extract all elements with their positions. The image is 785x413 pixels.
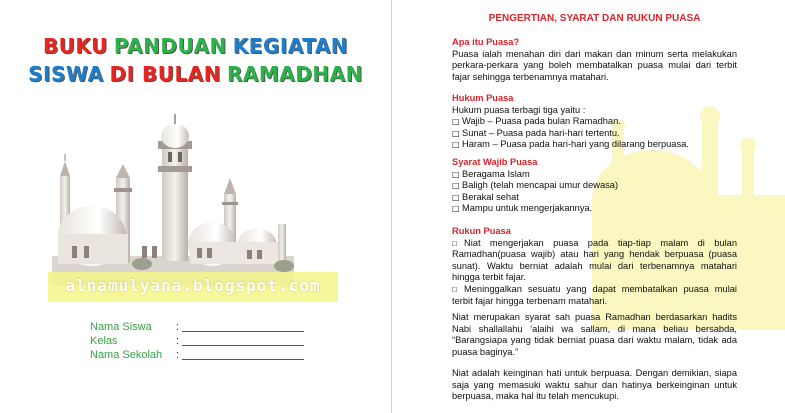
list-item [452, 203, 737, 215]
title-word-ramadhan: RAMADHAN [227, 62, 363, 86]
list-item-text: Meninggalkan sesuatu yang dapat membatalkan puasa mulai terbit fajar hingga terbenam matahari. [452, 283, 737, 306]
section-heading: Rukun Puasa [452, 226, 511, 236]
field-colon: : [176, 335, 180, 347]
content-title: PENGERTIAN, SYARAT DAN RUKUN PUASA [488, 13, 701, 24]
list-item [452, 169, 737, 181]
content-page [392, 0, 785, 413]
watermark-banner [48, 272, 338, 302]
list-item-text: Beragama Islam [462, 168, 530, 179]
bullet-icon: □ [452, 192, 460, 202]
field-blank-line [182, 359, 304, 360]
bullet-icon: □ [452, 181, 460, 191]
list-item [452, 116, 737, 128]
field-label: Nama Sekolah [90, 349, 163, 361]
bullet-icon: □ [452, 284, 457, 294]
title-word-di-bulan: DI BULAN [109, 62, 221, 86]
bullet-icon: □ [452, 238, 457, 248]
watermark-text: alnamulyana.blogspot.com [65, 276, 321, 295]
list-item-text: Niat mengerjakan puasa pada tiap-tiap malam di bulan Ramadhan(puasa wajib) atau hari yang hendak berpuasa (puasa sunat). Waktu berniat adalah mulai dari terbenamnya matahari hingga terbit fajar. [452, 237, 737, 283]
section-heading: Syarat Wajib Puasa [452, 157, 538, 167]
list-item-text: Berakal sehat [462, 191, 519, 202]
section-hukum-puasa [452, 93, 737, 151]
title-word-buku: BUKU [42, 34, 108, 58]
field-colon: : [176, 349, 180, 361]
list-item [452, 284, 737, 307]
list-item [452, 192, 737, 204]
list-item-text: Sunat – Puasa pada hari-hari tertentu. [462, 127, 620, 138]
section-heading: Hukum Puasa [452, 93, 514, 103]
list-item [452, 238, 737, 284]
paragraph-niat-syarat: Niat merupakan syarat sah puasa Ramadhan berdasarkan hadits Nabi shallallahu ‘alaihi wa sallam, di mana beliau bersabda, “Barangsiapa yang tidak berniat puasa dari waktu malam, tidak ada puasa baginya.” [452, 312, 737, 357]
section-paragraph: Puasa ialah menahan diri dari makan dan minum serta melakukan perkara-perkara yang boleh membatalkan puasa mulai dari terbit fajar sehingga terbenamnya matahari. [452, 48, 737, 82]
field-blank-line [182, 345, 304, 346]
list-item-text: Mampu untuk mengerjakannya. [462, 203, 593, 214]
field-blank-line [182, 331, 304, 332]
section-intro: Hukum puasa terbagi tiga yaitu : [452, 104, 586, 115]
list-item-text: Baligh (telah mencapai umur dewasa) [462, 180, 619, 191]
bullet-icon: □ [452, 117, 460, 127]
title-word-panduan: PANDUAN [113, 34, 227, 58]
cover-page [0, 0, 391, 413]
field-colon: : [176, 321, 180, 333]
list-item [452, 139, 737, 151]
list-item-text: Haram – Puasa pada hari-hari yang dilarang berpuasa. [462, 139, 689, 150]
list-item [452, 128, 737, 140]
title-word-kegiatan: KEGIATAN [232, 34, 349, 58]
cover-title-line2 [0, 62, 391, 86]
title-word-siswa: SISWA [28, 62, 104, 86]
section-heading: Apa itu Puasa? [452, 37, 520, 47]
list-item [452, 180, 737, 192]
paragraph-niat-keinginan: Niat adalah keinginan hati untuk berpuasa. Dengan demikian, siapa saja yang memasuki waktu sahur dan hatinya berkeinginan untuk berpuasa, maka hal itu telah mencukupi. [452, 368, 737, 402]
section-apa-itu-puasa [452, 37, 737, 83]
section-rukun-puasa [452, 226, 737, 307]
mosque-illustration [52, 106, 294, 286]
field-label: Kelas [90, 335, 118, 347]
field-label: Nama Siswa [90, 321, 152, 333]
section-syarat-wajib-puasa [452, 157, 737, 215]
cover-title-line1 [0, 34, 391, 58]
bullet-icon: □ [452, 169, 460, 179]
list-item-text: Wajib – Puasa pada bulan Ramadhan. [462, 116, 621, 127]
bullet-icon: □ [452, 140, 460, 150]
bullet-icon: □ [452, 204, 460, 214]
bullet-icon: □ [452, 128, 460, 138]
